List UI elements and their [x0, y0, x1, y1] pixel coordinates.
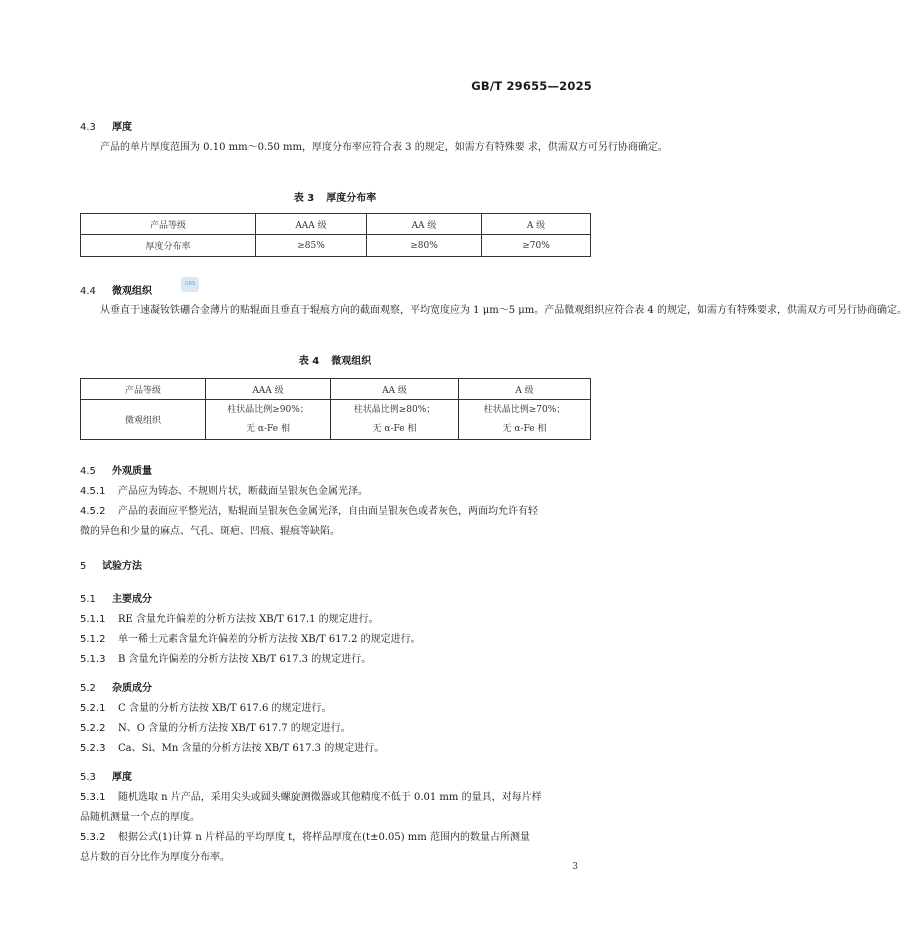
section-title: 微观组织: [112, 286, 152, 297]
table-title: 微观组织: [331, 356, 372, 367]
table-cell: ≥85%: [256, 235, 367, 257]
clause-5-1-2: [80, 630, 590, 650]
paragraph-line: 求，供需双方可另行协商确定。: [527, 142, 668, 153]
clause-5-1-1: [80, 610, 590, 630]
table-cell: ≥80%: [367, 235, 482, 257]
section-number: 5.2: [80, 683, 96, 694]
section-5-1-heading: [80, 590, 152, 605]
section-5-3-heading: [80, 768, 132, 783]
clause-text: 随机选取 n 片产品，采用尖头或圆头螺旋测微器或其他精度不低于 0.01 mm 的量具，对每片样: [118, 792, 542, 803]
page-number: 3: [572, 862, 578, 872]
section-4-3-paragraph: [80, 138, 668, 158]
section-title: 杂质成分: [112, 683, 152, 694]
table-cell: 微观组织: [81, 400, 206, 440]
clause-text: C 含量的分析方法按 XB/T 617.6 的规定进行。: [118, 703, 332, 714]
section-number: 5.3: [80, 772, 96, 783]
section-4-5-heading: [80, 462, 152, 477]
clause-text: RE 含量允许偏差的分析方法按 XB/T 617.1 的规定进行。: [118, 614, 379, 625]
table-header-cell: A 级: [459, 379, 591, 400]
paragraph-line: 从垂直于速凝钕铁硼合金薄片的贴辊面且垂直于辊痕方向的截面观察，平均宽度应为 1 μm～5: [100, 305, 516, 316]
table-row: [81, 235, 591, 257]
section-number: 4.3: [80, 122, 96, 133]
section-number: 5.1: [80, 594, 96, 605]
clause-text: N、O 含量的分析方法按 XB/T 617.7 的规定进行。: [118, 723, 351, 734]
table-header-cell: A 级: [482, 214, 591, 235]
table-3-caption: [80, 189, 590, 204]
clause-number: 5.1.3: [80, 654, 106, 665]
clause-4-5-2: [80, 502, 590, 542]
table-header-row: [81, 214, 591, 235]
section-4-3-heading: [80, 118, 132, 133]
cell-line: 柱状晶比例≥80%；: [353, 404, 436, 415]
cell-line: 柱状晶比例≥90%；: [227, 404, 309, 415]
clause-number: 5.2.1: [80, 703, 106, 714]
clause-text: 产品的表面应平整光洁，贴辊面呈银灰色金属光泽，自由面呈银灰色或者灰色，两面均允许有轻: [118, 506, 538, 517]
table-label: 表 4: [298, 356, 320, 367]
table-cell: [331, 400, 459, 440]
clause-text: 单一稀土元素含量允许偏差的分析方法按 XB/T 617.2 的规定进行。: [118, 634, 421, 645]
clause-text: 产品应为铸态、不规则片状，断截面呈银灰色金属光泽。: [118, 486, 368, 497]
watermark-seal: GBS: [181, 277, 199, 292]
table-title: 厚度分布率: [326, 193, 377, 204]
section-5-2-heading: [80, 679, 152, 694]
table-header-cell: 产品等级: [81, 214, 256, 235]
table-4: [80, 378, 591, 440]
chapter-title: 试验方法: [102, 561, 142, 572]
clause-number: 5.2.3: [80, 743, 106, 754]
table-3: [80, 213, 591, 257]
clause-text: 微的异色和少量的麻点、气孔、斑疤、凹痕、辊痕等缺陷。: [80, 526, 340, 537]
clause-number: 5.2.2: [80, 723, 106, 734]
clause-number: 5.3.1: [80, 792, 106, 803]
cell-line: 无 α-Fe 相: [246, 423, 290, 434]
chapter-5-heading: [80, 557, 142, 572]
section-number: 4.4: [80, 286, 96, 297]
table-label: 表 3: [293, 193, 315, 204]
table-header-cell: AA 级: [367, 214, 482, 235]
standard-number: GB/T 29655—2025: [471, 79, 592, 93]
table-header-cell: AAA 级: [206, 379, 331, 400]
clause-5-1-3: [80, 650, 590, 670]
clause-5-2-2: [80, 719, 590, 739]
section-title: 厚度: [112, 772, 132, 783]
clause-4-5-1: [80, 482, 590, 502]
clause-5-3-1: [80, 788, 590, 828]
clause-number: 4.5.1: [80, 486, 106, 497]
table-header-cell: 产品等级: [81, 379, 206, 400]
table-cell: [459, 400, 591, 440]
section-4-4-heading: [80, 282, 152, 297]
clause-number: 5.3.2: [80, 832, 106, 843]
clause-text: Ca、Si、Mn 含量的分析方法按 XB/T 617.3 的规定进行。: [118, 743, 385, 754]
cell-line: 无 α-Fe 相: [502, 423, 547, 434]
section-number: 4.5: [80, 466, 96, 477]
table-header-row: [81, 379, 591, 400]
clause-text: 品随机测量一个点的厚度。: [80, 812, 200, 823]
table-row: [81, 400, 591, 440]
section-title: 主要成分: [112, 594, 152, 605]
clause-number: 5.1.1: [80, 614, 106, 625]
clause-5-2-1: [80, 699, 590, 719]
clause-text: 总片数的百分比作为厚度分布率。: [80, 852, 230, 863]
clause-number: 4.5.2: [80, 506, 106, 517]
section-title: 外观质量: [112, 466, 152, 477]
clause-5-3-2: [80, 828, 590, 868]
chapter-number: 5: [80, 561, 87, 572]
paragraph-line: 产品的单片厚度范围为 0.10 mm～0.50 mm，厚度分布率应符合表 3 的规定，如需方有特殊要: [100, 142, 525, 153]
table-cell: 厚度分布率: [81, 235, 256, 257]
table-header-cell: AAA 级: [256, 214, 367, 235]
table-header-cell: AA 级: [331, 379, 459, 400]
cell-line: 柱状晶比例≥70%；: [483, 404, 566, 415]
clause-text: 根据公式(1)计算 n 片样品的平均厚度 t，将样品厚度在(t±0.05) mm 范围内的数量占所测量: [118, 832, 530, 843]
clause-number: 5.1.2: [80, 634, 106, 645]
table-cell: ≥70%: [482, 235, 591, 257]
section-title: 厚度: [112, 122, 132, 133]
table-4-caption: [80, 352, 590, 367]
clause-5-2-3: [80, 739, 590, 759]
cell-line: 无 α-Fe 相: [372, 423, 417, 434]
clause-text: B 含量允许偏差的分析方法按 XB/T 617.3 的规定进行。: [118, 654, 372, 665]
section-4-4-paragraph: [80, 301, 907, 321]
table-cell: [206, 400, 331, 440]
paragraph-line: μm。产品微观组织应符合表 4 的规定，如需方有特殊要求，供需双方可另行协商确定。: [518, 305, 907, 316]
